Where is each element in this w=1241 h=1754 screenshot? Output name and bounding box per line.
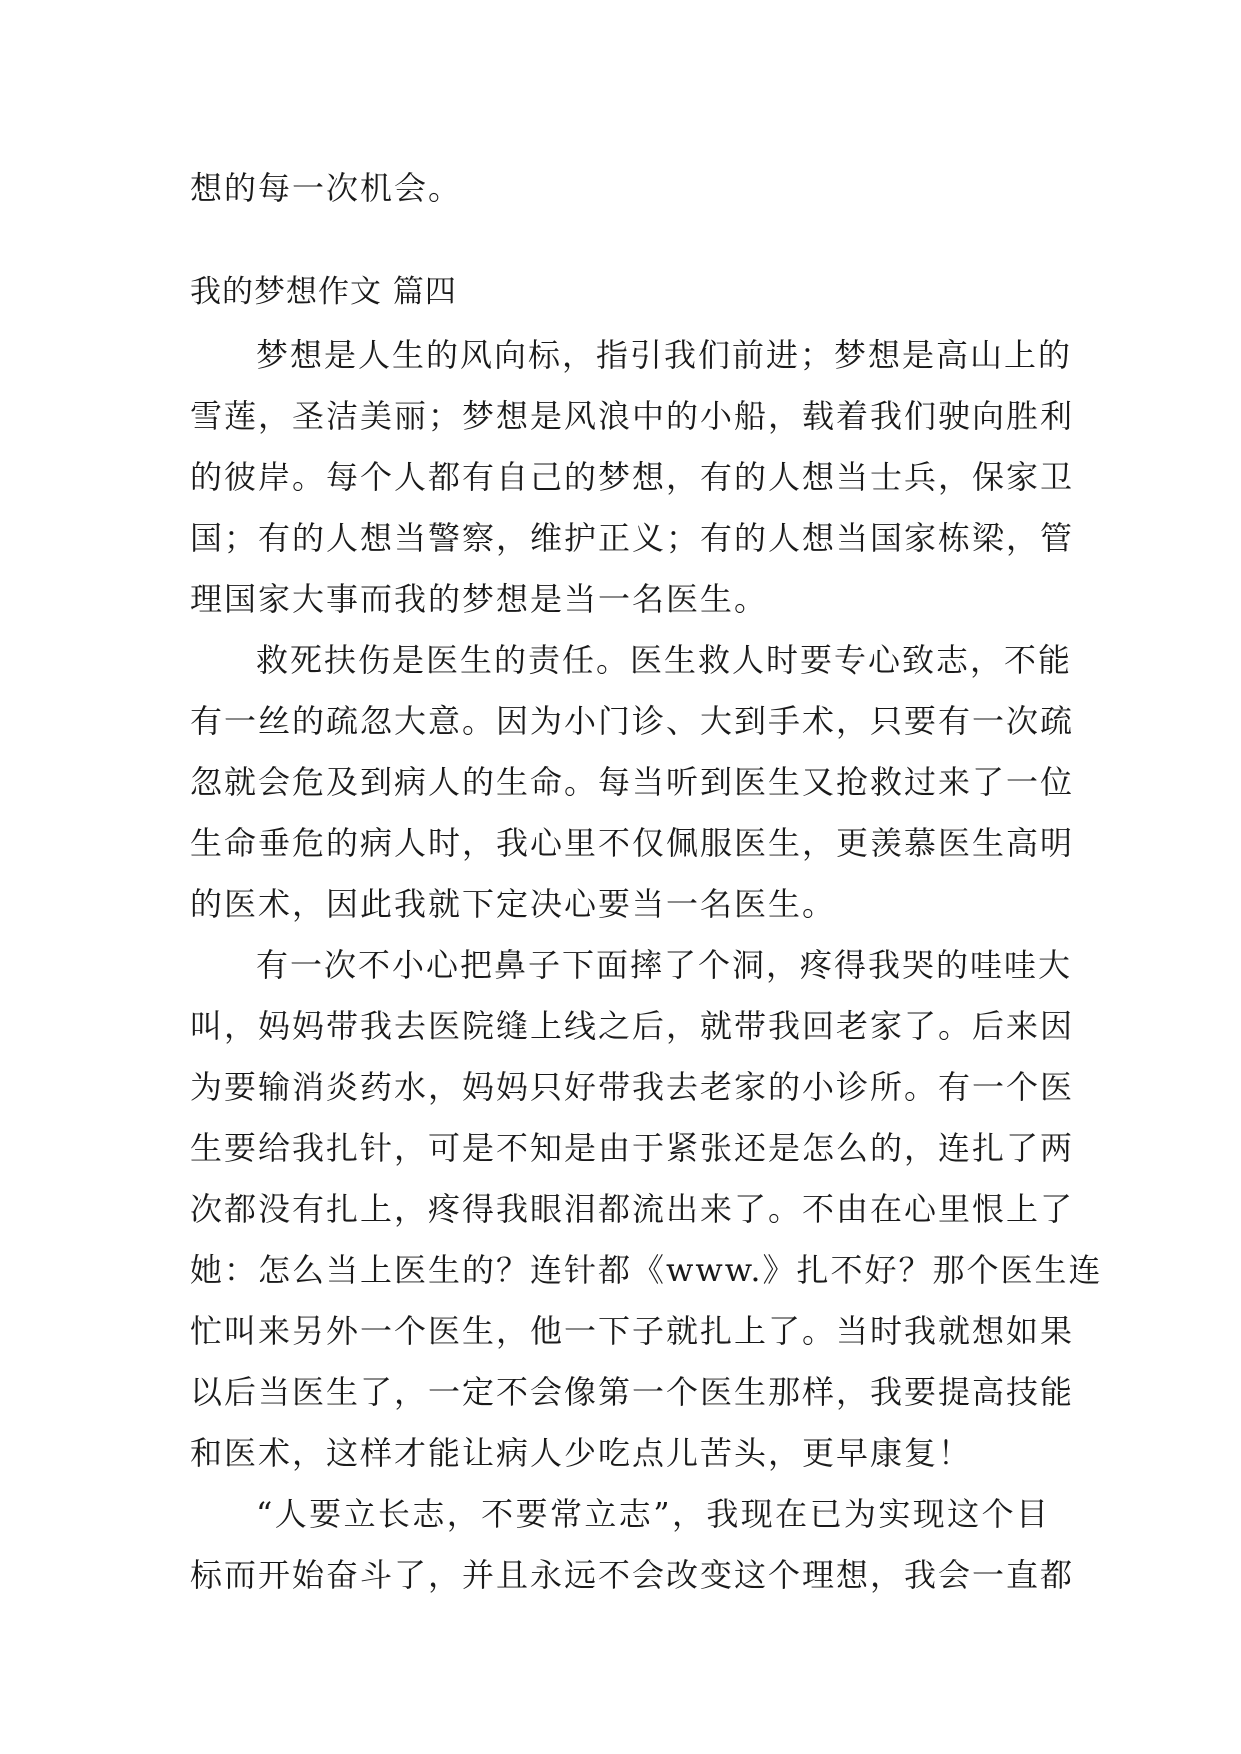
paragraph-line: 救死扶伤是医生的责任。医生救人时要专心致志，不能 bbox=[256, 641, 1073, 679]
paragraph-3 bbox=[190, 935, 1103, 1484]
paragraph-line: 标而开始奋斗了，并且永远不会改变这个理想，我会一直都 bbox=[190, 1556, 1075, 1594]
paragraph-line: 叫，妈妈带我去医院缝上线之后，就带我回老家了。后来因 bbox=[190, 1007, 1075, 1045]
paragraph-line: 以后当医生了，一定不会像第一个医生那样，我要提高技能 bbox=[190, 1373, 1075, 1411]
paragraph-line: 的彼岸。每个人都有自己的梦想，有的人想当士兵，保家卫 bbox=[190, 458, 1075, 496]
paragraph-line: 次都没有扎上，疼得我眼泪都流出来了。不由在心里恨上了 bbox=[190, 1190, 1075, 1228]
section-title: 我的梦想作文 篇四 bbox=[190, 274, 457, 310]
paragraph-line: 生要给我扎针，可是不知是由于紧张还是怎么的，连扎了两 bbox=[190, 1129, 1075, 1167]
section-spacer bbox=[190, 219, 1050, 269]
paragraph-line: 雪莲，圣洁美丽；梦想是风浪中的小船，载着我们驶向胜利 bbox=[190, 397, 1075, 435]
paragraph-line: 的医术，因此我就下定决心要当一名医生。 bbox=[190, 885, 837, 923]
paragraph-line: 有一次不小心把鼻子下面摔了个洞，疼得我哭的哇哇大 bbox=[256, 946, 1073, 984]
paragraph-line: 生命垂危的病人时，我心里不仅佩服医生，更羡慕医生高明 bbox=[190, 824, 1075, 862]
document-body bbox=[190, 158, 1103, 1606]
paragraph-line: 为要输消炎药水，妈妈只好带我去老家的小诊所。有一个医 bbox=[190, 1068, 1075, 1106]
paragraph-line: 梦想是人生的风向标，指引我们前进；梦想是高山上的 bbox=[256, 336, 1073, 374]
paragraph-line: “人要立长志，不要常立志”，我现在已为实现这个目 bbox=[256, 1495, 1050, 1533]
paragraph-line: 忙叫来另外一个医生，他一下子就扎上了。当时我就想如果 bbox=[190, 1312, 1075, 1350]
paragraph-line: 有一丝的疏忽大意。因为小门诊、大到手术，只要有一次疏 bbox=[190, 702, 1075, 740]
paragraph-line: 理国家大事而我的梦想是当一名医生。 bbox=[190, 580, 769, 618]
paragraph-line: 国；有的人想当警察，维护正义；有的人想当国家栋梁，管 bbox=[190, 519, 1075, 557]
paragraph-line: 和医术，这样才能让病人少吃点儿苦头，更早康复！ bbox=[190, 1434, 973, 1472]
paragraph-line: 她：怎么当上医生的？连针都《www.》扎不好？那个医生连 bbox=[190, 1251, 1103, 1289]
paragraph-4 bbox=[190, 1484, 1075, 1606]
paragraph-1 bbox=[190, 325, 1075, 630]
paragraph-2 bbox=[190, 630, 1075, 935]
previous-section-tail: 想的每一次机会。 bbox=[190, 169, 463, 207]
paragraph-line: 忽就会危及到病人的生命。每当听到医生又抢救过来了一位 bbox=[190, 763, 1075, 801]
